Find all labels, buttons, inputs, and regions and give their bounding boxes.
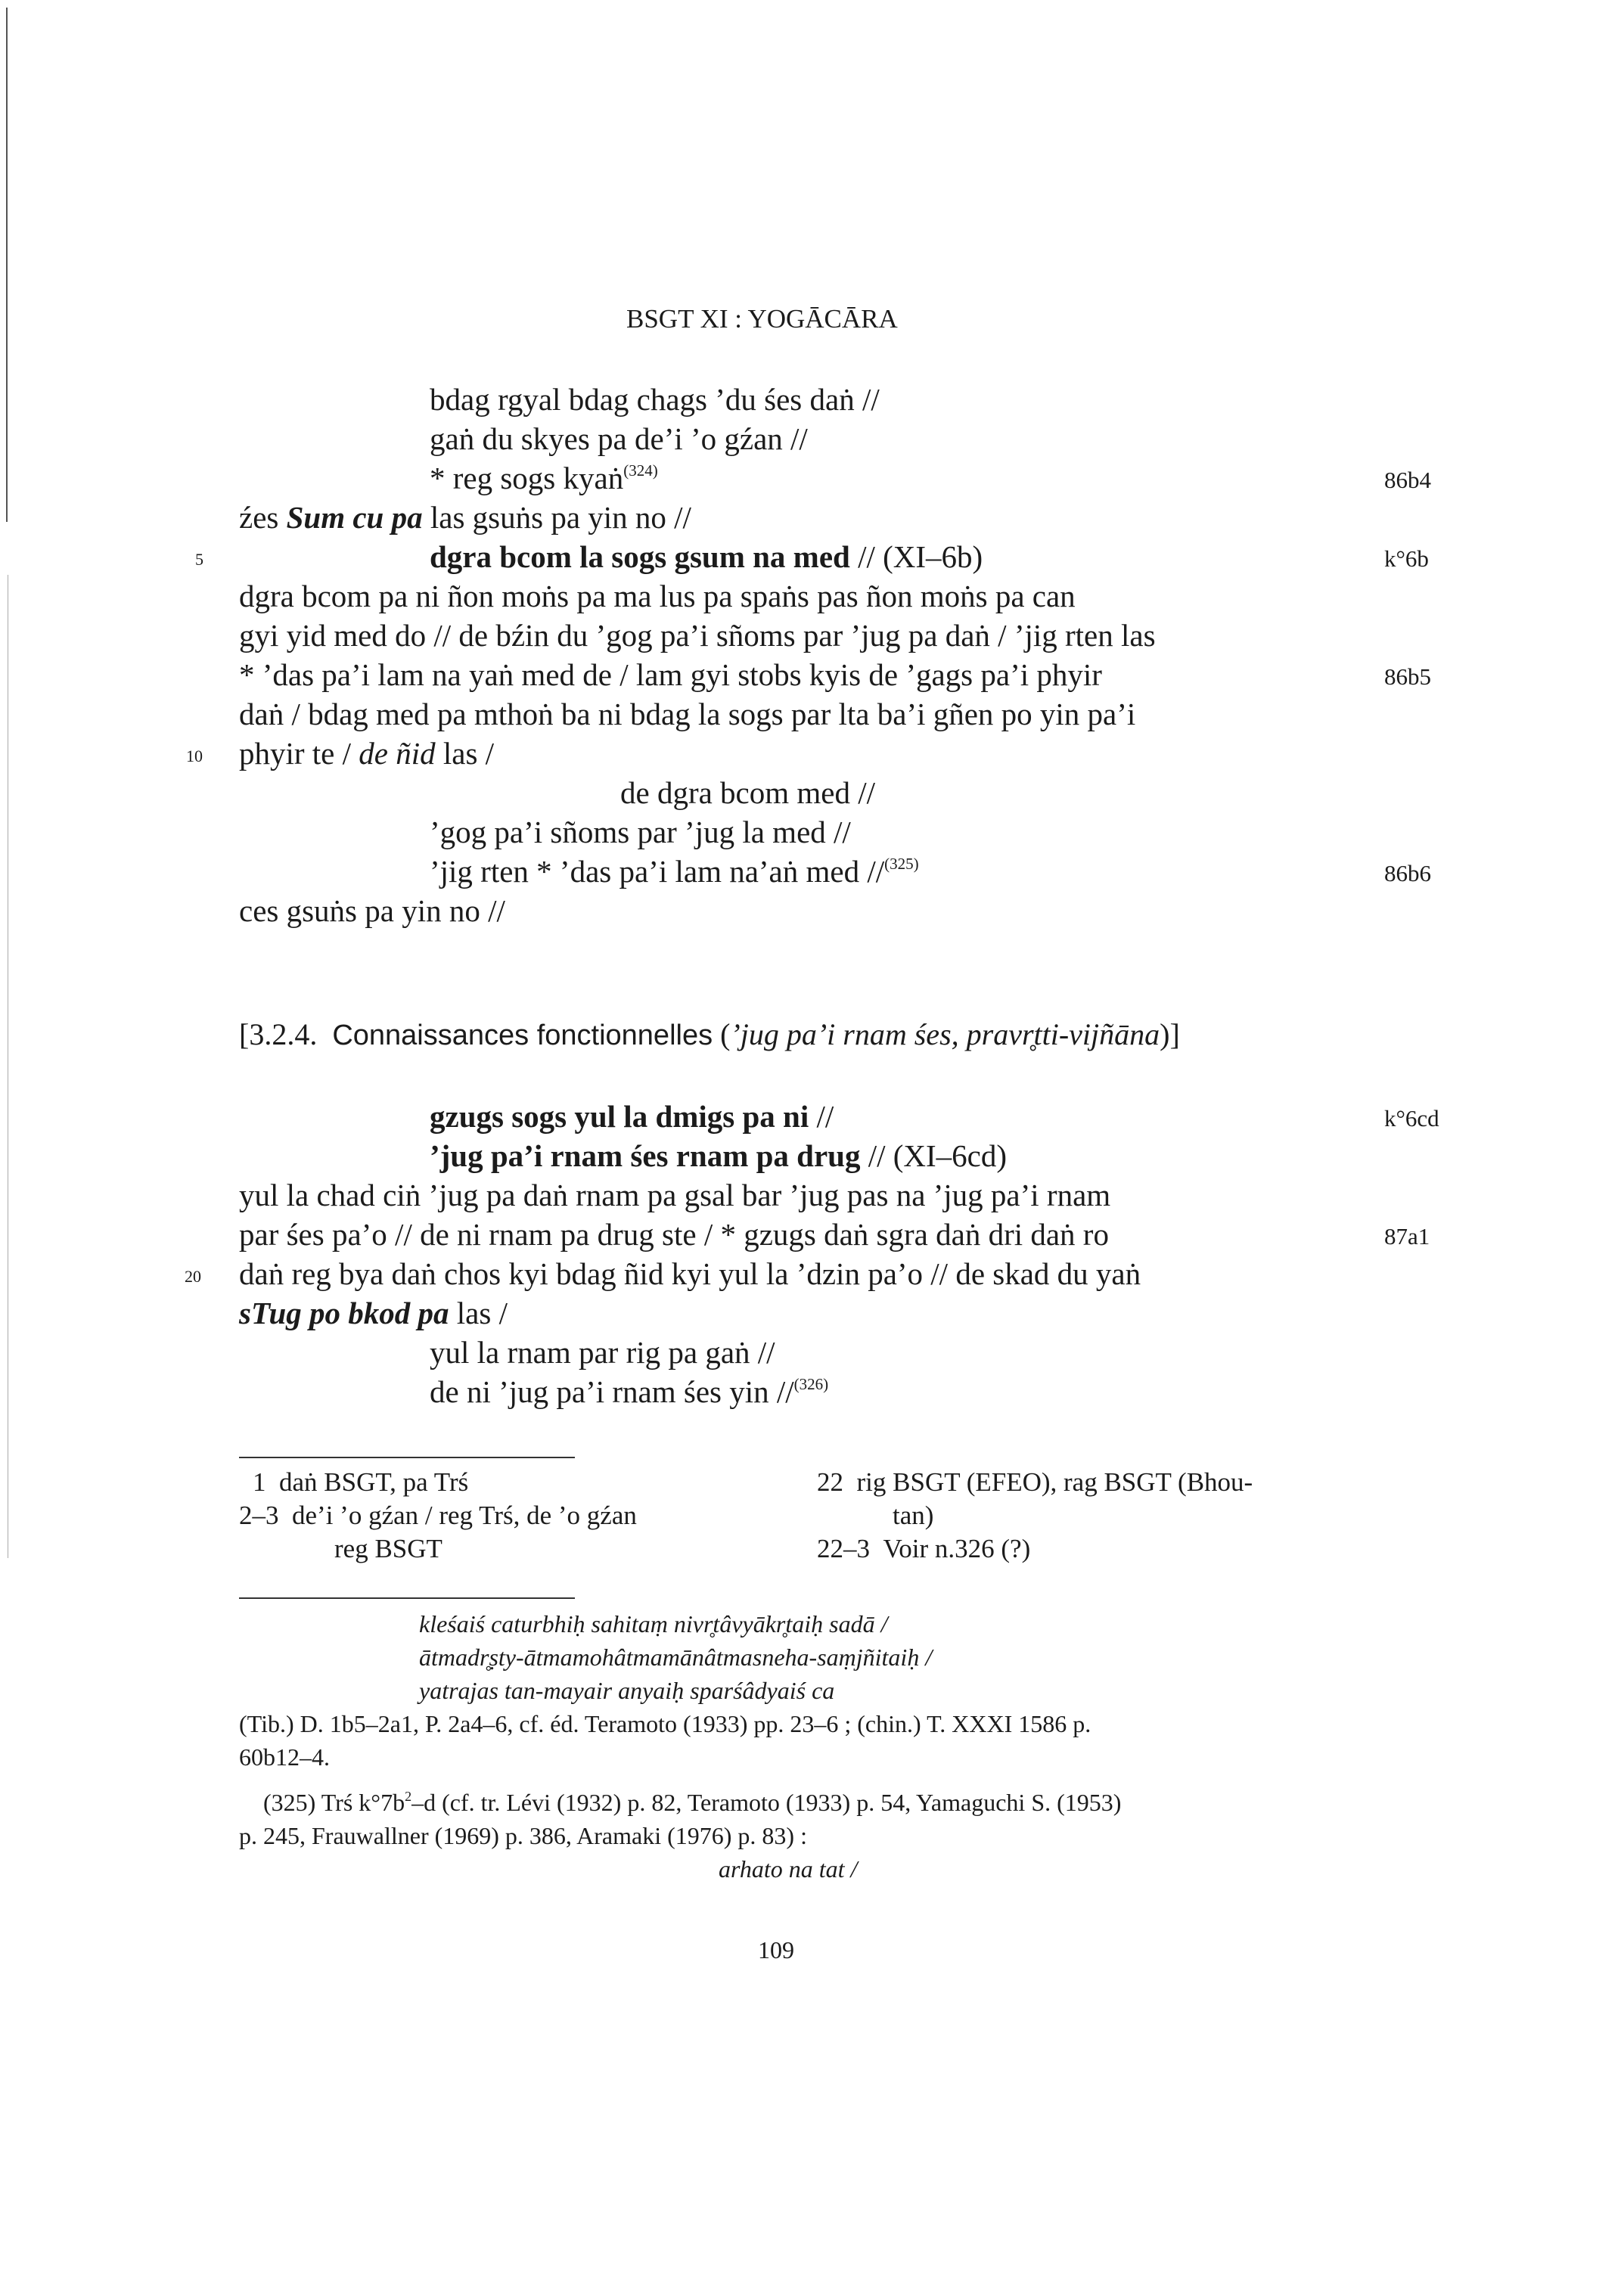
variant-note: reg BSGT bbox=[334, 1534, 442, 1563]
prose-line: dgra bcom pa ni ñon moṅs pa ma lus pa spaṅs pas ñon moṅs pa can bbox=[239, 579, 1076, 613]
margin-ref: 86b5 bbox=[1384, 663, 1431, 690]
section-paren: ( bbox=[713, 1017, 731, 1051]
variant-text: rig BSGT (EFEO), rag BSGT (Bhou- bbox=[856, 1467, 1253, 1497]
prose-line bbox=[239, 734, 494, 773]
prose-line: daṅ / bdag med pa mthoṅ ba ni bdag la sogs par lta ba’i gñen po yin pa’i bbox=[239, 697, 1136, 731]
line-number: 10 bbox=[186, 747, 203, 765]
variant-line-ref: 22–3 bbox=[817, 1534, 870, 1563]
verse-line: gaṅ du skyes pa de’i ’o gźan // bbox=[430, 421, 808, 456]
margin-ref: 86b6 bbox=[1384, 860, 1431, 886]
footnote-rule bbox=[239, 1597, 575, 1599]
footnote-line bbox=[263, 1786, 1121, 1818]
variant-line-ref: 1 bbox=[253, 1467, 266, 1497]
apparatus-rule bbox=[239, 1457, 575, 1458]
section-paren: )] bbox=[1160, 1017, 1180, 1051]
section-terms: ’jug pa’i rnam śes, pravr̥tti-vijñāna bbox=[730, 1017, 1160, 1051]
work-title: de ñid bbox=[359, 736, 436, 771]
text-span: // bbox=[809, 1099, 834, 1134]
footnote-ref: (326) bbox=[793, 1375, 829, 1393]
section-number: [3.2.4. bbox=[239, 1017, 318, 1051]
variant-text: daṅ BSGT, pa Trś bbox=[279, 1467, 469, 1497]
verse-text: de ni ’jug pa’i rnam śes yin // bbox=[430, 1374, 794, 1409]
text-span: las gsuṅs pa yin no // bbox=[422, 500, 691, 535]
variant-text: Voir n.326 (?) bbox=[883, 1534, 1031, 1563]
root-verse-text: dgra bcom la sogs gsum na med bbox=[430, 539, 850, 574]
verse-ref: // (XI–6b) bbox=[849, 539, 983, 574]
root-verse-text: ’jug pa’i rnam śes rnam pa drug bbox=[430, 1138, 861, 1173]
section-title: Connaissances fonctionnelles bbox=[332, 1020, 713, 1051]
verse-text: ’jig rten * ’das pa’i lam na’aṅ med // bbox=[430, 854, 885, 889]
footnote-text: –d (cf. tr. Lévi (1932) p. 82, Teramoto (1933) p. 54, Yamaguchi S. (1953) bbox=[411, 1789, 1122, 1816]
prose-line: daṅ reg bya daṅ chos kyi bdag ñid kyi yul la ’dzin pa’o // de skad du yaṅ bbox=[239, 1256, 1141, 1291]
work-title: sTug po bkod pa bbox=[239, 1296, 449, 1330]
sanskrit-line: kleśaiś caturbhiḥ sahitaṃ nivr̥tâvyākr̥taiḥ sadā / bbox=[419, 1610, 888, 1637]
variant-note: tan) bbox=[893, 1501, 934, 1530]
root-verse-line bbox=[430, 1136, 1007, 1175]
variant-note bbox=[817, 1532, 1030, 1566]
verse-line: bdag rgyal bdag chags ’du śes daṅ // bbox=[430, 382, 880, 417]
margin-ref: 87a1 bbox=[1384, 1223, 1430, 1249]
prose-line: par śes pa’o // de ni rnam pa drug ste / * gzugs daṅ sgra daṅ dri daṅ ro bbox=[239, 1217, 1109, 1252]
scan-edge bbox=[6, 8, 8, 522]
verse-line bbox=[430, 852, 919, 891]
text-span: las / bbox=[435, 736, 495, 771]
margin-ref: 86b4 bbox=[1384, 467, 1431, 493]
prose-line: ces gsuṅs pa yin no // bbox=[239, 893, 505, 928]
verse-line: ’gog pa’i sñoms par ’jug la med // bbox=[430, 815, 851, 849]
section-heading bbox=[239, 1015, 1180, 1055]
variant-note bbox=[817, 1466, 1253, 1499]
prose-line bbox=[239, 1293, 508, 1333]
footnote-ref: (325) bbox=[884, 855, 919, 873]
variant-note bbox=[253, 1466, 468, 1499]
verse-line bbox=[430, 1372, 828, 1411]
root-verse-line bbox=[430, 1097, 834, 1136]
prose-line: * ’das pa’i lam na yaṅ med de / lam gyi stobs kyis de ’gags pa’i phyir bbox=[239, 657, 1102, 692]
sanskrit-line: arhato na tat / bbox=[719, 1855, 858, 1883]
verse-ref: // (XI–6cd) bbox=[860, 1138, 1008, 1173]
footnote-line: (Tib.) D. 1b5–2a1, P. 2a4–6, cf. éd. Teramoto (1933) pp. 23–6 ; (chin.) T. XXXI 1586 p. bbox=[239, 1710, 1091, 1737]
variant-line-ref: 22 bbox=[817, 1467, 843, 1497]
line-number: 5 bbox=[195, 550, 203, 569]
sanskrit-line: yatrajas tan-mayair anyaiḥ sparśâdyaiś ca bbox=[419, 1677, 835, 1704]
variant-line-ref: 2–3 bbox=[239, 1501, 279, 1530]
prose-line: yul la chad ciṅ ’jug pa daṅ rnam pa gsal bar ’jug pas na ’jug pa’i rnam bbox=[239, 1178, 1111, 1212]
running-title: BSGT XI : YOGĀCĀRA bbox=[626, 304, 898, 334]
verse-line: de dgra bcom med // bbox=[620, 775, 876, 810]
footnote-line: 60b12–4. bbox=[239, 1743, 330, 1771]
footnote-line: p. 245, Frauwallner (1969) p. 386, Aramaki (1976) p. 83) : bbox=[239, 1822, 807, 1849]
verse-line bbox=[430, 458, 658, 498]
verse-text: * reg sogs kyaṅ bbox=[430, 461, 624, 495]
margin-ref: k°6b bbox=[1384, 545, 1429, 572]
prose-line: gyi yid med do // de bźin du ’gog pa’i sñoms par ’jug pa daṅ / ’jig rten las bbox=[239, 618, 1156, 653]
root-verse-text: gzugs sogs yul la dmigs pa ni bbox=[430, 1099, 809, 1134]
line-number: 20 bbox=[185, 1267, 201, 1286]
page-number: 109 bbox=[758, 1936, 794, 1963]
text-line bbox=[239, 498, 691, 537]
footnote-text: (325) Trś k°7b bbox=[263, 1789, 405, 1816]
text-span: źes bbox=[239, 500, 287, 535]
variant-text: de’i ’o gźan / reg Trś, de ’o gźan bbox=[292, 1501, 637, 1530]
margin-ref: k°6cd bbox=[1384, 1105, 1439, 1131]
superscript: 2 bbox=[405, 1789, 412, 1804]
work-title: Sum cu pa bbox=[286, 500, 423, 535]
root-verse-line bbox=[430, 537, 983, 576]
footnote-ref: (324) bbox=[623, 461, 658, 480]
sanskrit-line: ātmadr̥ṣty-ātmamohâtmamānâtmasneha-saṃjñitaiḥ / bbox=[419, 1644, 933, 1671]
text-span: las / bbox=[449, 1296, 508, 1330]
verse-line: yul la rnam par rig pa gaṅ // bbox=[430, 1335, 775, 1370]
text-span: phyir te / bbox=[239, 736, 359, 771]
variant-note bbox=[239, 1499, 637, 1532]
